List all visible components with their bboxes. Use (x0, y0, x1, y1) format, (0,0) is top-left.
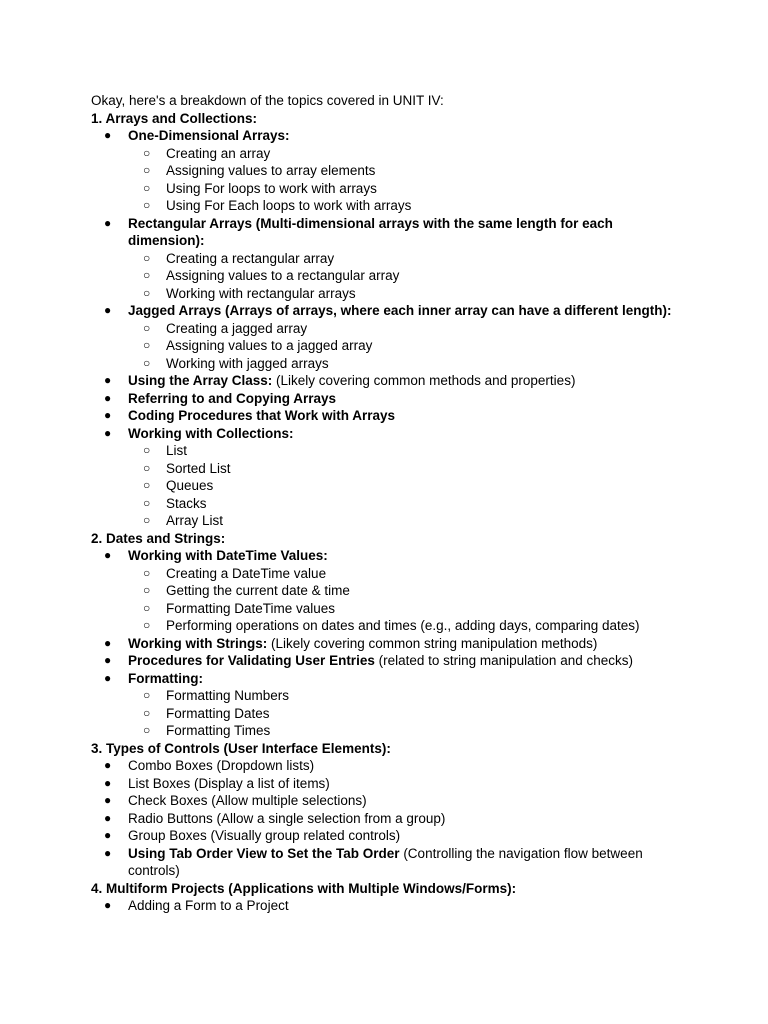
list-item (91, 547, 691, 565)
list-item-text (128, 757, 691, 775)
sub-list-item (91, 145, 691, 163)
list-item-text (128, 215, 691, 250)
list-item-bold: Working with Strings: (128, 635, 268, 651)
bullet-dot: ● (104, 828, 112, 842)
list-item-note: Adding a Form to a Project (128, 898, 289, 913)
sub-list-item-text: Sorted List (166, 460, 231, 476)
bullet-circle: ○ (143, 618, 151, 632)
sub-list-item-text: Using For loops to work with arrays (166, 180, 377, 196)
list-item-bold: Coding Procedures that Work with Arrays (128, 408, 396, 423)
section-title: 1. Arrays and Collections: (91, 110, 258, 126)
bullet-circle: ○ (143, 460, 151, 475)
sub-list-item (91, 722, 691, 740)
list-item (91, 425, 691, 443)
sub-list-item-text: Formatting Numbers (166, 688, 290, 703)
bullet-circle: ○ (143, 478, 151, 492)
bullet-dot: ● (104, 898, 112, 912)
sub-list-item (91, 442, 691, 460)
list-item (91, 792, 691, 810)
sub-list-item (91, 705, 691, 723)
sub-list-item-text: Working with jagged arrays (166, 355, 329, 371)
sub-list-item-text: List (166, 443, 188, 458)
list-item (91, 652, 691, 670)
sub-list-item (91, 565, 691, 583)
list-item (91, 897, 691, 915)
bullet-dot: ● (104, 128, 112, 142)
list-item-note: (Controlling the navigation flow between controls) (128, 845, 643, 878)
sub-list-item (91, 197, 691, 215)
sub-list-item (91, 460, 691, 478)
sub-list-item-text: Queues (166, 478, 214, 493)
list-item (91, 775, 691, 793)
list-item-note: Radio Buttons (Allow a single selection from a group) (128, 810, 446, 826)
list-item-bold: Working with DateTime Values: (128, 548, 328, 563)
bullet-circle: ○ (143, 600, 151, 615)
list-item-text (128, 775, 691, 793)
bullet-circle: ○ (143, 145, 151, 160)
list-item-text (128, 407, 691, 425)
sub-list-item (91, 267, 691, 285)
list-item (91, 302, 691, 320)
document-body (91, 92, 691, 915)
list-item (91, 845, 691, 880)
bullet-dot: ● (104, 425, 112, 440)
sub-list-item-text: Performing operations on dates and times (e.g., adding days, comparing dates) (166, 618, 640, 633)
sub-list-item (91, 582, 691, 600)
sub-list-item-text: Formatting DateTime values (166, 600, 336, 616)
list-item-text (128, 845, 691, 880)
list-item-note: (related to string manipulation and checks) (374, 653, 633, 668)
sub-list-item-text: Array List (166, 513, 224, 528)
list-item (91, 757, 691, 775)
list-item-text (128, 792, 691, 810)
bullet-circle: ○ (143, 285, 151, 300)
bullet-dot: ● (104, 653, 112, 667)
bullet-circle: ○ (143, 250, 151, 265)
bullet-dot: ● (104, 303, 112, 317)
bullet-circle: ○ (143, 338, 151, 352)
sub-list-item-text: Assigning values to a rectangular array (166, 268, 400, 283)
section-title: 4. Multiform Projects (Applications with Multiple Windows/Forms): (91, 880, 517, 896)
sub-list-item (91, 320, 691, 338)
sub-list-item-text: Creating a rectangular array (166, 250, 335, 266)
list-item-text (128, 425, 691, 443)
sub-list-item (91, 495, 691, 513)
sub-list-item-text: Getting the current date & time (166, 583, 350, 598)
bullet-circle: ○ (143, 688, 151, 702)
list-item-bold: Jagged Arrays (Arrays of arrays, where each inner array can have a different length): (128, 303, 672, 318)
list-item-bold: Using the Array Class: (128, 373, 273, 388)
bullet-circle: ○ (143, 268, 151, 282)
sub-list-item (91, 162, 691, 180)
bullet-circle: ○ (143, 513, 151, 527)
bullet-dot: ● (104, 635, 112, 650)
section-title: 3. Types of Controls (User Interface Elements): (91, 740, 391, 756)
bullet-dot: ● (104, 670, 112, 685)
list-item (91, 372, 691, 390)
list-item (91, 390, 691, 408)
list-item-bold: One-Dimensional Arrays: (128, 128, 290, 143)
bullet-dot: ● (104, 390, 112, 405)
bullet-circle: ○ (143, 320, 151, 335)
list-item (91, 127, 691, 145)
list-item (91, 635, 691, 653)
list-item-text (128, 127, 691, 145)
list-item-bold: Procedures for Validating User Entries (128, 653, 375, 668)
sub-list-item (91, 687, 691, 705)
bullet-circle: ○ (143, 180, 151, 195)
list-item-note: Combo Boxes (Dropdown lists) (128, 758, 315, 773)
list-item-text (128, 897, 691, 915)
list-item-text (128, 652, 691, 670)
sub-list-item-text: Working with rectangular arrays (166, 285, 356, 301)
list-item (91, 670, 691, 688)
section-list (91, 110, 691, 915)
sub-list-item-text: Creating an array (166, 145, 271, 161)
list-item-bold: Rectangular Arrays (Multi-dimensional arrays with the same length for each dimension): (128, 215, 613, 248)
bullet-dot: ● (104, 758, 112, 772)
bullet-dot: ● (104, 775, 112, 790)
sub-list-item-text: Creating a jagged array (166, 320, 308, 336)
bullet-circle: ○ (143, 723, 151, 737)
list-item-note: List Boxes (Display a list of items) (128, 775, 330, 791)
section-title: 2. Dates and Strings: (91, 530, 226, 546)
list-item-text (128, 635, 691, 653)
sub-list-item (91, 180, 691, 198)
list-item-bold: Working with Collections: (128, 425, 294, 441)
sub-list-item (91, 355, 691, 373)
sub-list-item (91, 477, 691, 495)
sub-list-item-text: Formatting Times (166, 723, 271, 738)
list-item (91, 810, 691, 828)
list-item (91, 407, 691, 425)
bullet-dot: ● (104, 215, 112, 230)
bullet-circle: ○ (143, 583, 151, 597)
bullet-circle: ○ (143, 565, 151, 580)
sub-list-item (91, 337, 691, 355)
list-item-bold: Referring to and Copying Arrays (128, 390, 337, 406)
list-item-text (128, 390, 691, 408)
bullet-dot: ● (104, 793, 112, 807)
list-item-text (128, 810, 691, 828)
sub-list-item-text: Assigning values to a jagged array (166, 338, 373, 353)
sub-list-item-text: Assigning values to array elements (166, 163, 376, 178)
list-item-text (128, 827, 691, 845)
bullet-circle: ○ (143, 443, 151, 457)
list-item-text (128, 372, 691, 390)
sub-list-item (91, 512, 691, 530)
list-item (91, 827, 691, 845)
intro-text: Okay, here's a breakdown of the topics covered in UNIT IV: (91, 93, 444, 108)
sub-list-item-text: Formatting Dates (166, 705, 270, 721)
bullet-dot: ● (104, 373, 112, 387)
bullet-dot: ● (104, 408, 112, 422)
bullet-dot: ● (104, 845, 112, 860)
bullet-dot: ● (104, 810, 112, 825)
sub-list-item-text: Using For Each loops to work with arrays (166, 198, 412, 213)
bullet-circle: ○ (143, 355, 151, 370)
bullet-circle: ○ (143, 495, 151, 510)
sub-list-item (91, 600, 691, 618)
sub-list-item-text: Creating a DateTime value (166, 565, 327, 581)
sub-list-item-text: Stacks (166, 495, 207, 511)
bullet-circle: ○ (143, 163, 151, 177)
list-item (91, 215, 691, 250)
list-item-bold: Formatting: (128, 670, 203, 686)
sub-list-item (91, 285, 691, 303)
list-item-note: (Likely covering common string manipulation methods) (267, 635, 598, 651)
list-item-text (128, 547, 691, 565)
list-item-note: Check Boxes (Allow multiple selections) (128, 793, 367, 808)
list-item-bold: Using Tab Order View to Set the Tab Order (128, 845, 400, 861)
sub-list-item (91, 250, 691, 268)
list-item-text (128, 670, 691, 688)
bullet-circle: ○ (143, 198, 151, 212)
list-item-text (128, 302, 691, 320)
list-item-note: (Likely covering common methods and properties) (272, 373, 576, 388)
bullet-dot: ● (104, 548, 112, 562)
sub-list-item (91, 617, 691, 635)
bullet-circle: ○ (143, 705, 151, 720)
list-item-note: Group Boxes (Visually group related controls) (128, 828, 401, 843)
